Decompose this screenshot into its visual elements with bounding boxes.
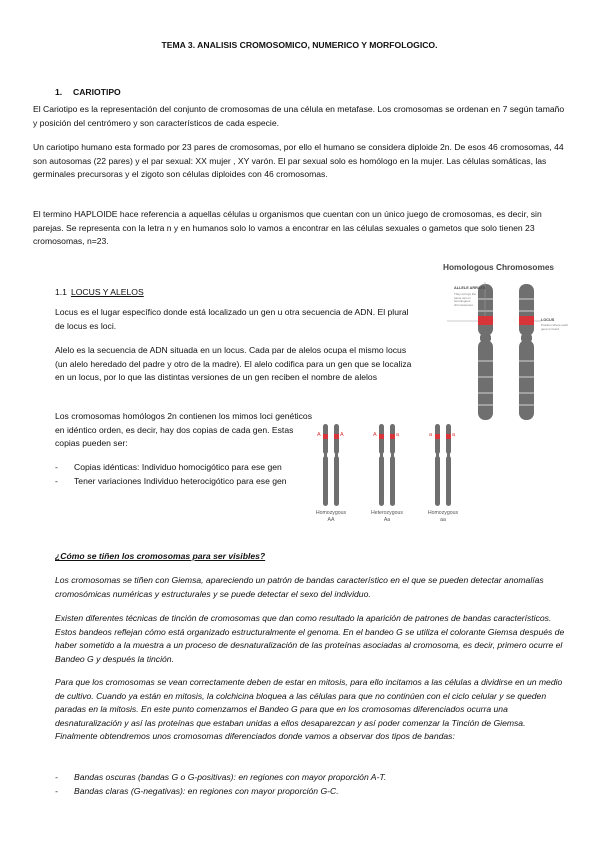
paragraph-homologos: Los cromosomas homólogos 2n contienen los mimos loci genéticos en idéntico orden, es decir, hay dos copias de cada gen. Estas copias pueden ser: bbox=[55, 411, 312, 449]
list-item: - Bandas claras (G-negativas): en regiones con mayor proporción G-C. bbox=[55, 785, 567, 799]
label-locus-sub: Position where each gene is found bbox=[541, 323, 569, 331]
allele-label: a bbox=[396, 432, 400, 438]
document-title: TEMA 3. ANALISIS CROMOSOMICO, NUMERICO Y MORFOLOGICO. bbox=[161, 40, 438, 50]
label-locus: LOCUS bbox=[541, 318, 555, 322]
paragraph-mitosis: Para que los cromosomas se vean correctamente deben de estar en mitosis, para ello incitamos a las células a dividirse en un medio de cultivo. Cuando ya están en mitosis, la colchicina bloquea a las células para que no continúen con el ciclo celular y se queden paradas en la mitosis. En este punto comenzamos el Bandeo G para que en los cromosomas diferenciados ocurra una desnaturalización y así las proteínas que estaban unidas a ellos desaparezcan y así poder comenzar la Tinción de Giemsa. Finalmente obtendremos unos cromosomas diferenciados donde vamos a observar dos tipos de bandas: bbox=[55, 677, 563, 742]
paragraph-alelo: Alelo es la secuencia de ADN situada en un locus. Cada par de alelos ocupa el mismo locus (un alelo heredado del padre y otro de la madre). El alelo codifica para un gen que se localiza en un locus, por lo que las distintas versiones de un gen reciben el nombre de alelos bbox=[55, 345, 412, 383]
list-item: - Bandas oscuras (bandas G o G-positivas): en regiones con mayor proporción A-T. bbox=[55, 771, 567, 785]
paragraph-haploide: El termino HAPLOIDE hace referencia a aquellas células u organismos que cuentan con un único juego de cromosomas, es decir, sin parejas. Se representa con la letra n y en humanos solo lo vamos a encontrar en las células sexuales o gametos que solo tienen 23 cromosomas, n=23. bbox=[33, 209, 542, 247]
caption-label: Homozygous bbox=[427, 510, 459, 516]
list-item: - Copias idénticas: Individuo homocigótico para ese gen bbox=[55, 461, 295, 475]
list-item: - Tener variaciones Individuo heterocigótico para ese gen bbox=[55, 475, 295, 489]
allele-label: A bbox=[317, 432, 321, 438]
section-heading-cariotipo bbox=[55, 87, 121, 97]
label-alleles: ALLELE ARRAYS bbox=[454, 286, 486, 290]
paragraph-cariotipo-definition: El Cariotipo es la representación del conjunto de cromosomas de una célula en metafase. Los cromosomas se ordenan en 7 según tamaño y posición del centrómero y son característicos de cada especie. bbox=[33, 104, 565, 128]
caption-genotype: AA bbox=[327, 516, 335, 523]
allele-label: a bbox=[429, 432, 433, 438]
caption-label: Homozygous bbox=[315, 510, 347, 516]
zygosity-caption bbox=[419, 510, 467, 523]
staining-question: ¿Cómo se tiñen los cromosomas para ser visibles? bbox=[55, 551, 266, 561]
bands-list bbox=[55, 771, 567, 798]
subsection-title: LOCUS Y ALELOS bbox=[70, 287, 144, 297]
label-alleles-sub: They occupy the same loci on homologous chromosomes bbox=[454, 292, 477, 307]
section-number: 1. bbox=[55, 87, 63, 97]
paragraph-bandeo: Existen diferentes técnicas de tinción de cromosomas que dan como resultado la aparición de patrones de bandas característicos. Estos bandeos reflejan cómo está organizado estructuralmente el genoma. En el bandeo G se utiliza el colorante Giemsa después de haber sometido a la muestra a un proceso de desnaturalización de las proteínas asociadas al cromosoma, es decir, primero ocurre el Bandeo G y después la tinción. bbox=[55, 613, 565, 664]
zygosity-caption bbox=[363, 510, 411, 523]
section-title: CARIOTIPO bbox=[73, 87, 121, 97]
copies-list bbox=[55, 461, 295, 488]
subsection-number: 1.1 bbox=[55, 287, 67, 297]
zygosity-caption bbox=[307, 510, 355, 523]
allele-label: A bbox=[373, 432, 377, 438]
allele-label: a bbox=[452, 432, 456, 438]
paragraph-locus: Locus es el lugar específico donde está localizado un gen u otra secuencia de ADN. El plural de locus es loci. bbox=[55, 307, 409, 331]
homologous-chromosomes-figure bbox=[427, 262, 570, 422]
paragraph-cariotipo-humano: Un cariotipo humano esta formado por 23 pares de cromosomas, por ello el humano se considera diploide 2n. De esos 46 cromosomas, 44 son autosomas (22 pares) y el par sexual: XX mujer , XY varón. El par sexual solo es homólogo en la mujer. Las células somáticas, las germinales precursoras y el zigoto son células diploides con 46 cromosomas. bbox=[33, 142, 564, 180]
allele-label: A bbox=[340, 432, 344, 438]
caption-genotype: Aa bbox=[383, 516, 391, 523]
subsection-heading-locus-alelos bbox=[55, 287, 144, 297]
caption-label: Heterozygous bbox=[370, 510, 403, 516]
homologous-chromosomes-image bbox=[427, 276, 570, 422]
figure-title: Homologous Chromosomes bbox=[442, 262, 555, 272]
paragraph-giemsa: Los cromosomas se tiñen con Giemsa, apareciendo un patrón de bandas característico en el que se pueden detectar anomalías cromosómicas numéricas y estructurales y se puede detectar el sexo del individuo. bbox=[55, 575, 544, 599]
caption-genotype: aa bbox=[440, 516, 446, 523]
